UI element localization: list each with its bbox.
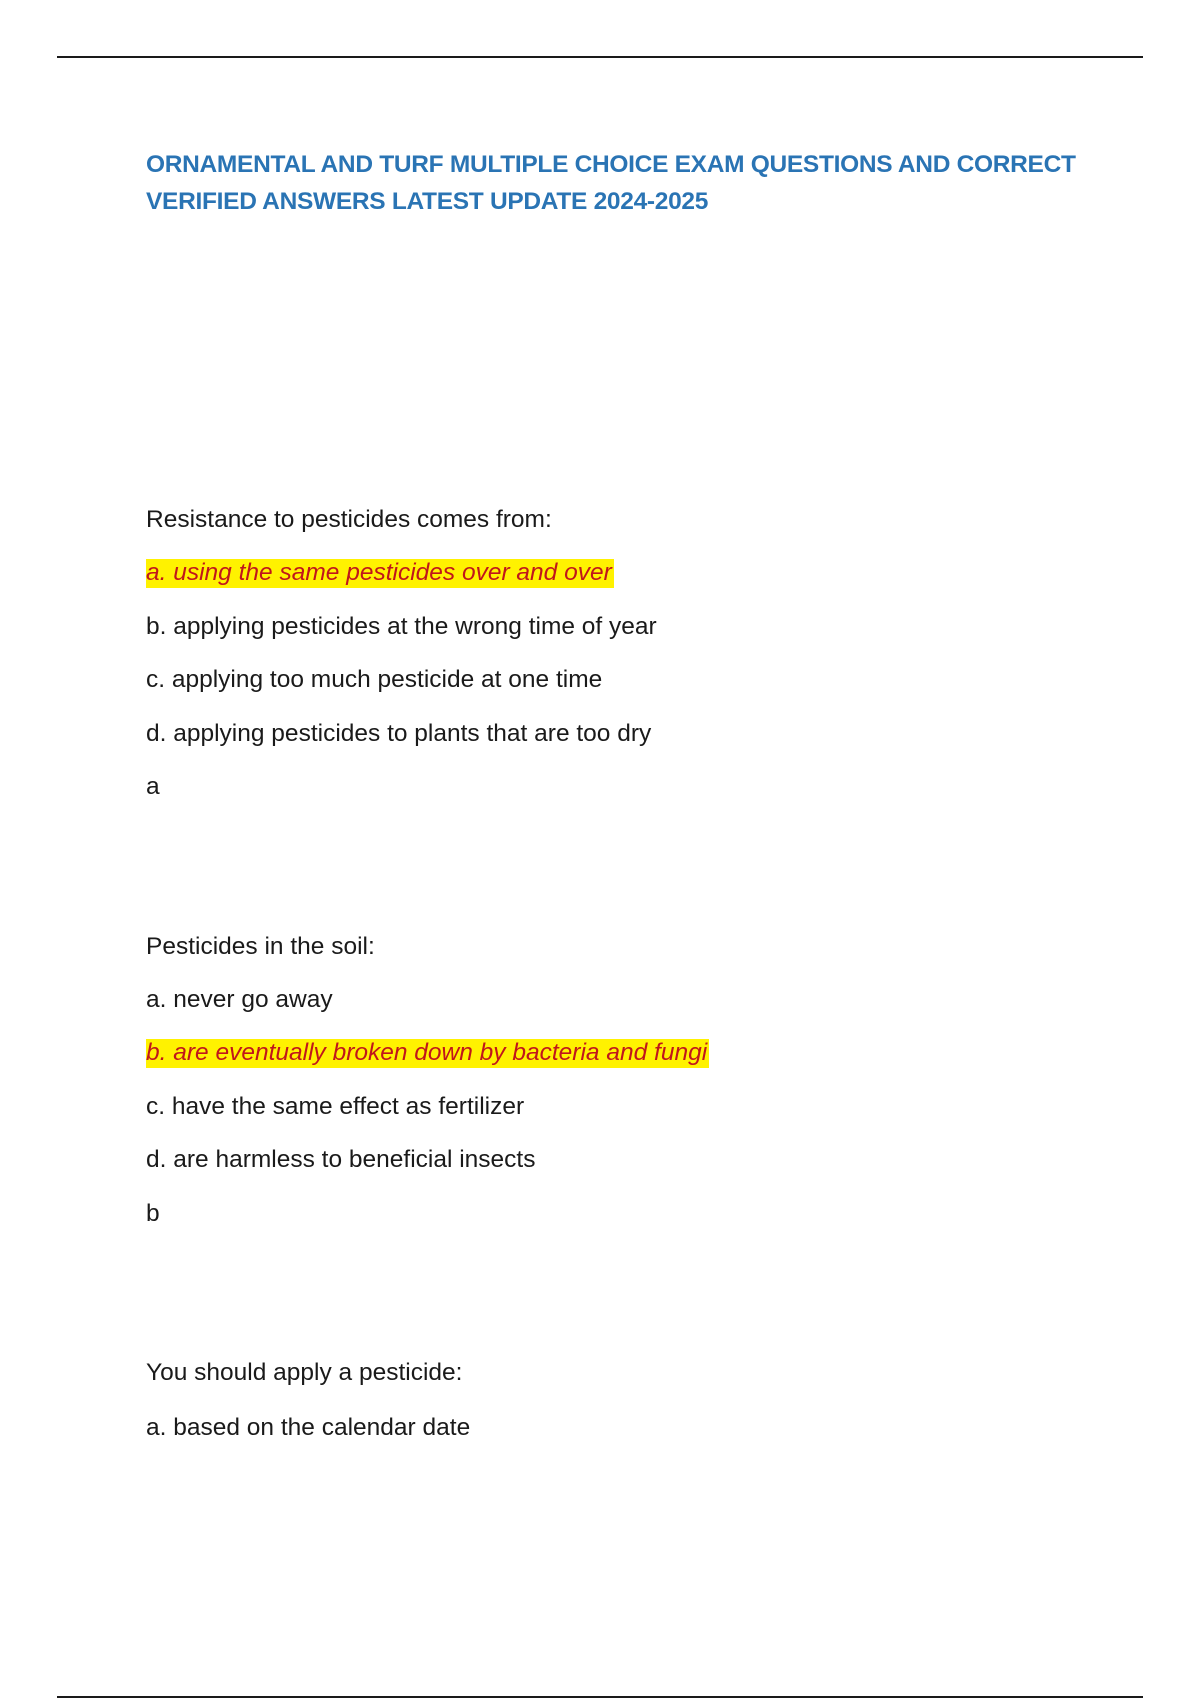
document-title: ORNAMENTAL AND TURF MULTIPLE CHOICE EXAM QUESTIONS AND CORRECT VERIFIED ANSWERS LATEST UPDATE 2024-2025 — [146, 151, 1076, 215]
question-2-option-b — [146, 1036, 709, 1070]
question-2-option-c: c. have the same effect as fertilizer — [146, 1093, 525, 1120]
question-3-option-a: a. based on the calendar date — [146, 1414, 471, 1441]
question-1-prompt: Resistance to pesticides comes from: — [146, 506, 552, 533]
question-1-option-a — [146, 556, 614, 590]
highlighted-answer: a. using the same pesticides over and over — [146, 559, 612, 586]
question-1-option-b: b. applying pesticides at the wrong time of year — [146, 613, 657, 640]
question-2-option-a: a. never go away — [146, 986, 333, 1013]
header-rule — [57, 56, 1143, 58]
question-3-prompt: You should apply a pesticide: — [146, 1359, 463, 1386]
question-1-option-d: d. applying pesticides to plants that are too dry — [146, 720, 652, 747]
question-2-option-d: d. are harmless to beneficial insects — [146, 1146, 536, 1173]
question-2-answer: b — [146, 1200, 160, 1227]
footer-rule — [57, 1696, 1143, 1698]
question-2-prompt: Pesticides in the soil: — [146, 933, 375, 960]
question-1-option-c: c. applying too much pesticide at one time — [146, 666, 603, 693]
highlighted-answer: b. are eventually broken down by bacteria and fungi — [146, 1039, 708, 1066]
question-1-answer: a — [146, 773, 160, 800]
